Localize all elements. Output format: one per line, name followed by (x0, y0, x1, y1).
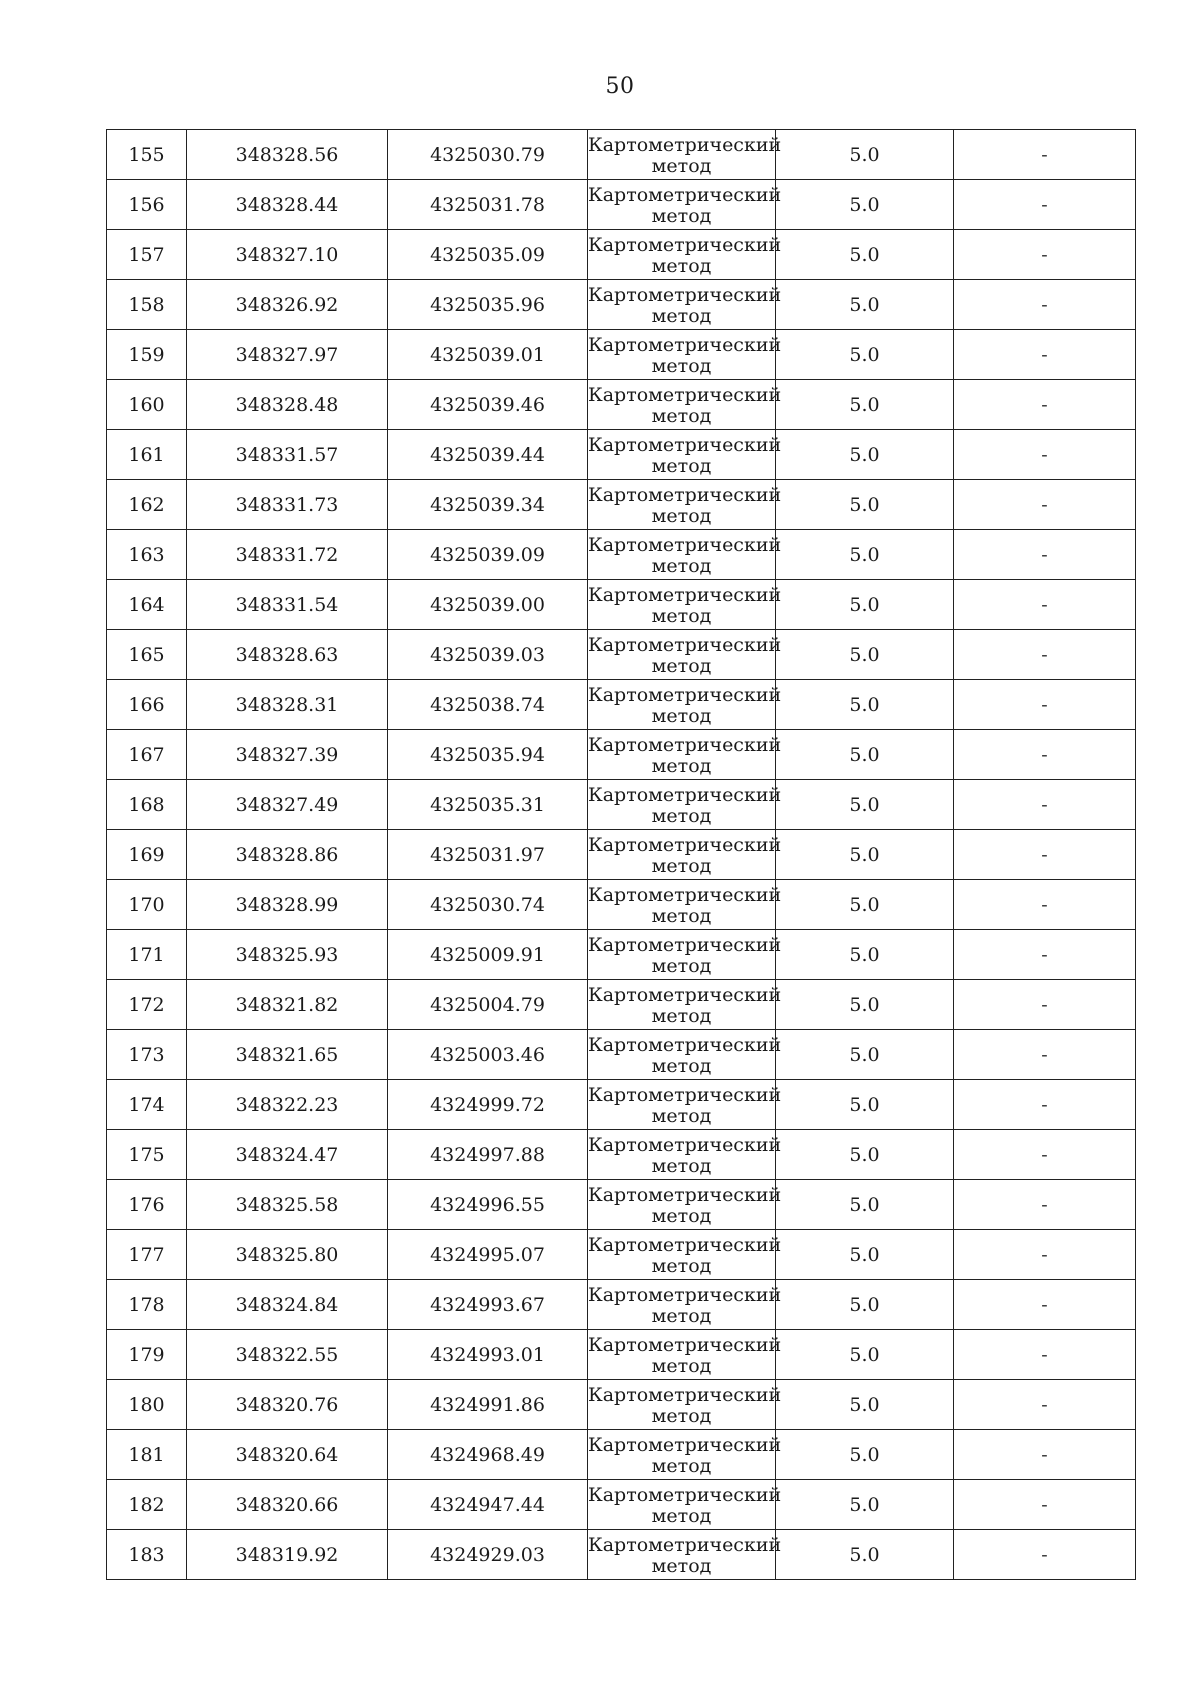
method-line2: метод (651, 805, 712, 827)
method-line2: метод (651, 1505, 712, 1527)
method-line1: Картометрический (588, 1384, 782, 1406)
accuracy-cell: 5.0 (776, 1280, 954, 1330)
x-coordinate-cell: 348327.97 (187, 330, 388, 380)
x-coordinate-cell: 348328.48 (187, 380, 388, 430)
table-row (107, 1130, 1136, 1180)
method-line1: Картометрический (588, 334, 782, 356)
x-coordinate-cell: 348328.99 (187, 880, 388, 930)
x-coordinate-cell: 348328.86 (187, 830, 388, 880)
method-line2: метод (651, 1105, 712, 1127)
accuracy-cell: 5.0 (776, 930, 954, 980)
point-number-cell: 160 (107, 380, 187, 430)
table-row (107, 1430, 1136, 1480)
method-line2: метод (651, 455, 712, 477)
method-line2: метод (651, 355, 712, 377)
accuracy-cell: 5.0 (776, 330, 954, 380)
method-line1: Картометрический (588, 1434, 782, 1456)
table-row (107, 1030, 1136, 1080)
method-line1: Картометрический (588, 184, 782, 206)
point-number-cell: 162 (107, 480, 187, 530)
y-coordinate-cell: 4325039.34 (388, 480, 588, 530)
note-cell: - (954, 530, 1136, 580)
table-row (107, 1480, 1136, 1530)
point-number-cell: 176 (107, 1180, 187, 1230)
table-row (107, 1380, 1136, 1430)
point-number-cell: 170 (107, 880, 187, 930)
x-coordinate-cell: 348324.84 (187, 1280, 388, 1330)
x-coordinate-cell: 348328.56 (187, 130, 388, 180)
y-coordinate-cell: 4324999.72 (388, 1080, 588, 1130)
x-coordinate-cell: 348322.55 (187, 1330, 388, 1380)
accuracy-cell: 5.0 (776, 780, 954, 830)
method-cell (588, 330, 782, 380)
note-cell: - (954, 1280, 1136, 1330)
method-cell (588, 380, 782, 430)
method-line2: метод (651, 555, 712, 577)
x-coordinate-cell: 348331.73 (187, 480, 388, 530)
x-coordinate-cell: 348321.65 (187, 1030, 388, 1080)
y-coordinate-cell: 4324993.67 (388, 1280, 588, 1330)
note-cell: - (954, 780, 1136, 830)
note-cell: - (954, 1180, 1136, 1230)
method-cell (588, 680, 782, 730)
note-cell: - (954, 830, 1136, 880)
method-line2: метод (651, 905, 712, 927)
method-cell (588, 980, 782, 1030)
accuracy-cell: 5.0 (776, 1330, 954, 1380)
coordinates-table-body (107, 130, 1136, 1580)
method-cell (588, 630, 782, 680)
note-cell: - (954, 180, 1136, 230)
note-cell: - (954, 1130, 1136, 1180)
method-line2: метод (651, 1555, 712, 1577)
method-cell (588, 1380, 782, 1430)
y-coordinate-cell: 4325031.97 (388, 830, 588, 880)
point-number-cell: 173 (107, 1030, 187, 1080)
y-coordinate-cell: 4325039.00 (388, 580, 588, 630)
method-line1: Картометрический (588, 1084, 782, 1106)
method-line1: Картометрический (588, 1484, 782, 1506)
accuracy-cell: 5.0 (776, 1030, 954, 1080)
accuracy-cell: 5.0 (776, 180, 954, 230)
accuracy-cell: 5.0 (776, 530, 954, 580)
method-line2: метод (651, 155, 712, 177)
note-cell: - (954, 680, 1136, 730)
accuracy-cell: 5.0 (776, 430, 954, 480)
point-number-cell: 158 (107, 280, 187, 330)
method-cell (588, 930, 782, 980)
table-row (107, 580, 1136, 630)
note-cell: - (954, 1480, 1136, 1530)
table-row (107, 630, 1136, 680)
table-row (107, 280, 1136, 330)
x-coordinate-cell: 348320.66 (187, 1480, 388, 1530)
x-coordinate-cell: 348324.47 (187, 1130, 388, 1180)
y-coordinate-cell: 4325030.74 (388, 880, 588, 930)
accuracy-cell: 5.0 (776, 230, 954, 280)
accuracy-cell: 5.0 (776, 1080, 954, 1130)
accuracy-cell: 5.0 (776, 580, 954, 630)
point-number-cell: 182 (107, 1480, 187, 1530)
note-cell: - (954, 280, 1136, 330)
point-number-cell: 169 (107, 830, 187, 880)
point-number-cell: 171 (107, 930, 187, 980)
method-line1: Картометрический (588, 934, 782, 956)
method-line2: метод (651, 1155, 712, 1177)
method-cell (588, 1080, 782, 1130)
accuracy-cell: 5.0 (776, 1380, 954, 1430)
point-number-cell: 155 (107, 130, 187, 180)
method-cell (588, 830, 782, 880)
table-row (107, 330, 1136, 380)
method-cell (588, 1180, 782, 1230)
point-number-cell: 164 (107, 580, 187, 630)
accuracy-cell: 5.0 (776, 880, 954, 930)
y-coordinate-cell: 4325030.79 (388, 130, 588, 180)
accuracy-cell: 5.0 (776, 1130, 954, 1180)
note-cell: - (954, 1380, 1136, 1430)
y-coordinate-cell: 4325003.46 (388, 1030, 588, 1080)
note-cell: - (954, 580, 1136, 630)
method-cell (588, 730, 782, 780)
point-number-cell: 179 (107, 1330, 187, 1380)
method-cell (588, 480, 782, 530)
note-cell: - (954, 330, 1136, 380)
method-line1: Картометрический (588, 884, 782, 906)
x-coordinate-cell: 348327.39 (187, 730, 388, 780)
method-line2: метод (651, 705, 712, 727)
y-coordinate-cell: 4325035.31 (388, 780, 588, 830)
table-row (107, 1530, 1136, 1580)
x-coordinate-cell: 348319.92 (187, 1530, 388, 1580)
y-coordinate-cell: 4324997.88 (388, 1130, 588, 1180)
point-number-cell: 180 (107, 1380, 187, 1430)
note-cell: - (954, 480, 1136, 530)
x-coordinate-cell: 348331.54 (187, 580, 388, 630)
table-row (107, 380, 1136, 430)
x-coordinate-cell: 348328.44 (187, 180, 388, 230)
x-coordinate-cell: 348320.64 (187, 1430, 388, 1480)
method-line2: метод (651, 855, 712, 877)
note-cell: - (954, 130, 1136, 180)
method-line1: Картометрический (588, 1184, 782, 1206)
method-line2: метод (651, 655, 712, 677)
note-cell: - (954, 230, 1136, 280)
y-coordinate-cell: 4325035.96 (388, 280, 588, 330)
note-cell: - (954, 1330, 1136, 1380)
method-cell (588, 1280, 782, 1330)
accuracy-cell: 5.0 (776, 130, 954, 180)
method-cell (588, 1230, 782, 1280)
method-cell (588, 1430, 782, 1480)
table-row (107, 180, 1136, 230)
note-cell: - (954, 980, 1136, 1030)
method-line1: Картометрический (588, 1284, 782, 1306)
point-number-cell: 161 (107, 430, 187, 480)
accuracy-cell: 5.0 (776, 1230, 954, 1280)
method-cell (588, 130, 782, 180)
point-number-cell: 183 (107, 1530, 187, 1580)
x-coordinate-cell: 348327.10 (187, 230, 388, 280)
accuracy-cell: 5.0 (776, 980, 954, 1030)
method-line2: метод (651, 505, 712, 527)
x-coordinate-cell: 348327.49 (187, 780, 388, 830)
y-coordinate-cell: 4325031.78 (388, 180, 588, 230)
x-coordinate-cell: 348326.92 (187, 280, 388, 330)
method-line1: Картометрический (588, 634, 782, 656)
x-coordinate-cell: 348322.23 (187, 1080, 388, 1130)
method-line1: Картометрический (588, 684, 782, 706)
method-cell (588, 580, 782, 630)
method-line2: метод (651, 255, 712, 277)
y-coordinate-cell: 4324991.86 (388, 1380, 588, 1430)
method-line2: метод (651, 1055, 712, 1077)
y-coordinate-cell: 4325035.09 (388, 230, 588, 280)
method-line1: Картометрический (588, 1534, 782, 1556)
method-line1: Картометрический (588, 384, 782, 406)
point-number-cell: 178 (107, 1280, 187, 1330)
method-cell (588, 1530, 782, 1580)
method-line1: Картометрический (588, 234, 782, 256)
table-row (107, 880, 1136, 930)
method-line1: Картометрический (588, 834, 782, 856)
point-number-cell: 159 (107, 330, 187, 380)
point-number-cell: 174 (107, 1080, 187, 1130)
note-cell: - (954, 1530, 1136, 1580)
y-coordinate-cell: 4325004.79 (388, 980, 588, 1030)
method-cell (588, 280, 782, 330)
y-coordinate-cell: 4325009.91 (388, 930, 588, 980)
table-row (107, 730, 1136, 780)
table-row (107, 680, 1136, 730)
method-cell (588, 780, 782, 830)
accuracy-cell: 5.0 (776, 830, 954, 880)
method-line1: Картометрический (588, 484, 782, 506)
point-number-cell: 172 (107, 980, 187, 1030)
method-cell (588, 430, 782, 480)
method-line2: метод (651, 1455, 712, 1477)
point-number-cell: 166 (107, 680, 187, 730)
y-coordinate-cell: 4325039.01 (388, 330, 588, 380)
note-cell: - (954, 380, 1136, 430)
table-row (107, 130, 1136, 180)
point-number-cell: 163 (107, 530, 187, 580)
method-cell (588, 1130, 782, 1180)
y-coordinate-cell: 4324996.55 (388, 1180, 588, 1230)
method-line2: метод (651, 405, 712, 427)
method-line1: Картометрический (588, 534, 782, 556)
method-cell (588, 530, 782, 580)
x-coordinate-cell: 348331.72 (187, 530, 388, 580)
y-coordinate-cell: 4324929.03 (388, 1530, 588, 1580)
method-cell (588, 230, 782, 280)
point-number-cell: 157 (107, 230, 187, 280)
note-cell: - (954, 1430, 1136, 1480)
table-row (107, 930, 1136, 980)
method-line2: метод (651, 305, 712, 327)
accuracy-cell: 5.0 (776, 1430, 954, 1480)
x-coordinate-cell: 348331.57 (187, 430, 388, 480)
method-line2: метод (651, 955, 712, 977)
method-line1: Картометрический (588, 134, 782, 156)
method-cell (588, 1030, 782, 1080)
y-coordinate-cell: 4325038.74 (388, 680, 588, 730)
method-line2: метод (651, 1405, 712, 1427)
note-cell: - (954, 880, 1136, 930)
note-cell: - (954, 1080, 1136, 1130)
method-line1: Картометрический (588, 734, 782, 756)
y-coordinate-cell: 4325039.03 (388, 630, 588, 680)
method-cell (588, 180, 782, 230)
point-number-cell: 156 (107, 180, 187, 230)
accuracy-cell: 5.0 (776, 730, 954, 780)
x-coordinate-cell: 348320.76 (187, 1380, 388, 1430)
method-line1: Картометрический (588, 584, 782, 606)
table-row (107, 1080, 1136, 1130)
x-coordinate-cell: 348328.63 (187, 630, 388, 680)
y-coordinate-cell: 4324968.49 (388, 1430, 588, 1480)
point-number-cell: 168 (107, 780, 187, 830)
note-cell: - (954, 1030, 1136, 1080)
x-coordinate-cell: 348325.80 (187, 1230, 388, 1280)
method-line2: метод (651, 1005, 712, 1027)
accuracy-cell: 5.0 (776, 1480, 954, 1530)
coordinates-table (106, 129, 1136, 1580)
table-row (107, 1230, 1136, 1280)
table-row (107, 1330, 1136, 1380)
note-cell: - (954, 1230, 1136, 1280)
point-number-cell: 177 (107, 1230, 187, 1280)
y-coordinate-cell: 4324993.01 (388, 1330, 588, 1380)
method-cell (588, 1330, 782, 1380)
y-coordinate-cell: 4325039.44 (388, 430, 588, 480)
y-coordinate-cell: 4325039.09 (388, 530, 588, 580)
table-row (107, 1280, 1136, 1330)
method-line2: метод (651, 205, 712, 227)
y-coordinate-cell: 4324995.07 (388, 1230, 588, 1280)
note-cell: - (954, 430, 1136, 480)
method-line2: метод (651, 1355, 712, 1377)
method-line1: Картометрический (588, 784, 782, 806)
x-coordinate-cell: 348321.82 (187, 980, 388, 1030)
table-row (107, 830, 1136, 880)
x-coordinate-cell: 348328.31 (187, 680, 388, 730)
accuracy-cell: 5.0 (776, 630, 954, 680)
accuracy-cell: 5.0 (776, 280, 954, 330)
x-coordinate-cell: 348325.58 (187, 1180, 388, 1230)
method-line2: метод (651, 1305, 712, 1327)
table-row (107, 780, 1136, 830)
accuracy-cell: 5.0 (776, 1530, 954, 1580)
method-line1: Картометрический (588, 284, 782, 306)
method-cell (588, 880, 782, 930)
x-coordinate-cell: 348325.93 (187, 930, 388, 980)
y-coordinate-cell: 4325039.46 (388, 380, 588, 430)
method-line1: Картометрический (588, 1034, 782, 1056)
accuracy-cell: 5.0 (776, 1180, 954, 1230)
accuracy-cell: 5.0 (776, 480, 954, 530)
table-row (107, 980, 1136, 1030)
method-line1: Картометрический (588, 984, 782, 1006)
note-cell: - (954, 630, 1136, 680)
point-number-cell: 181 (107, 1430, 187, 1480)
method-line1: Картометрический (588, 434, 782, 456)
method-line2: метод (651, 1255, 712, 1277)
method-line1: Картометрический (588, 1134, 782, 1156)
method-line2: метод (651, 1205, 712, 1227)
table-row (107, 1180, 1136, 1230)
table-row (107, 530, 1136, 580)
point-number-cell: 175 (107, 1130, 187, 1180)
accuracy-cell: 5.0 (776, 380, 954, 430)
point-number-cell: 165 (107, 630, 187, 680)
y-coordinate-cell: 4325035.94 (388, 730, 588, 780)
method-cell (588, 1480, 782, 1530)
method-line1: Картометрический (588, 1334, 782, 1356)
note-cell: - (954, 930, 1136, 980)
note-cell: - (954, 730, 1136, 780)
table-row (107, 230, 1136, 280)
page-number: 50 (605, 74, 635, 99)
accuracy-cell: 5.0 (776, 680, 954, 730)
method-line1: Картометрический (588, 1234, 782, 1256)
method-line2: метод (651, 605, 712, 627)
y-coordinate-cell: 4324947.44 (388, 1480, 588, 1530)
table-row (107, 480, 1136, 530)
table-row (107, 430, 1136, 480)
method-line2: метод (651, 755, 712, 777)
point-number-cell: 167 (107, 730, 187, 780)
